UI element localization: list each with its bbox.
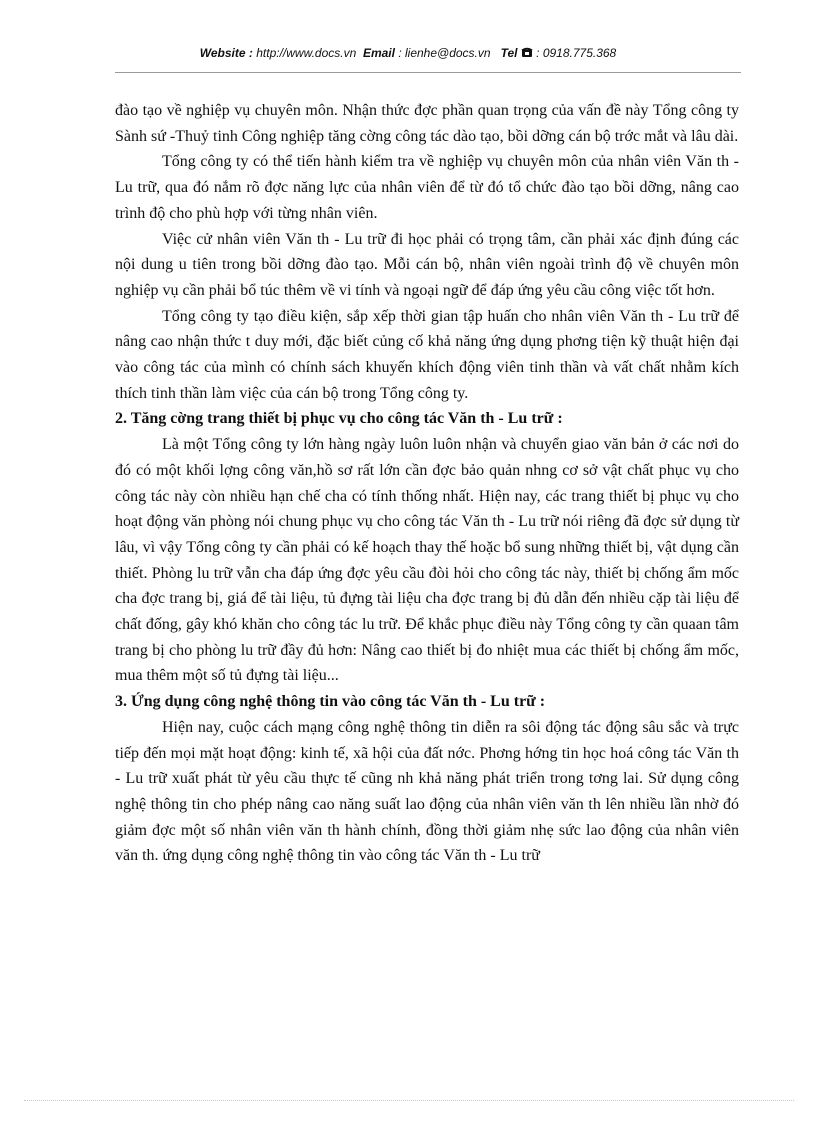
paragraph-6: Hiện nay, cuộc cách mạng công nghệ thông tin diễn ra sôi động tác động sâu sắc và trực tiếp đến mọi mặt hoạt động: kinh tế, xã hội của đất nớc. Phơng hớng tin học hoá công tác Văn th - Lu trữ xuất phát từ yêu cầu thực tế cũng nh khả năng phát triển trong tơng lai. Sử dụng công nghệ thông tin cho phép nâng cao năng suất lao động của nhân viên văn th lên nhiều lần nhờ đó giảm đợc một số nhân viên văn th hành chính, đồng thời giảm nhẹ sức lao động của nhân viên văn th. ứng dụng công nghệ thông tin vào công tác Văn th - Lu trữ — [115, 718, 739, 865]
email-value[interactable]: : lienhe@docs.vn — [398, 46, 491, 60]
paragraph-4: Tổng công ty tạo điều kiện, sắp xếp thời gian tập huấn cho nhân viên Văn th - Lu trữ để nâng cao nhận thức t duy mới, đặc biết củng cố khả năng ứng dụng phơng tiện kỹ thuật hiện đại vào công tác của mình có chính sách khuyến khích động viên tinh thần và vất chất nhằm kích thích tinh thần làm việc của cán bộ trong Tổng công ty. — [115, 307, 739, 402]
header-divider — [115, 72, 741, 73]
website-url[interactable]: http://www.docs.vn — [256, 46, 357, 60]
tel-label: Tel — [500, 46, 518, 60]
paragraph-5: Là một Tổng công ty lớn hàng ngày luôn luôn nhận và chuyển giao văn bản ở các nơi do đó có một khối lợng công văn,hồ sơ rất lớn cần đợc bảo quản nhng cơ sở vật chất phục vụ cho công tác này còn nhiều hạn chế cha có tính thống nhất. Hiện nay, các trang thiết bị phục vụ cho hoạt động văn phòng nói chung phục vụ cho công tác Văn th - Lu trữ nói riêng đã đợc sử dụng từ lâu, vì vậy Tổng công ty cần phải có kế hoạch thay thế hoặc bổ sung những thiết bị, vật dụng cần thiết. Phòng lu trữ vẫn cha đáp ứng đợc yêu cầu đòi hỏi cho công tác này, thiết bị chống ẩm mốc cha đợc trang bị, giá để tài liệu, tủ đựng tài liệu cha đợc trang bị đủ dẫn đến nhiều cặp tài liệu để chất đống, gây khó khăn cho công tác lu trữ. Để khắc phục điều này Tổng công ty cần quaan tâm trang bị cho phòng lu trữ đầy đủ hơn: Nâng cao thiết bị đo nhiệt mua các thiết bị chống ẩm mốc, mua thêm một số tủ đựng tài liệu... — [115, 436, 739, 685]
website-label: Website : — [199, 46, 253, 60]
email-label: Email — [362, 46, 395, 60]
footer-divider — [24, 1100, 794, 1101]
phone-icon — [521, 46, 533, 60]
page-header — [0, 46, 816, 60]
paragraph-1: đào tạo về nghiệp vụ chuyên môn. Nhận thức đợc phần quan trọng của vấn đề này Tổng công ty Sành sứ -Thuỷ tinh Công nghiệp tăng cờng công tác dào tạo, bồi dỡng cán bộ trớc mắt và lâu dài. — [115, 102, 739, 145]
phone-value: : 0918.775.368 — [536, 46, 617, 60]
paragraph-3: Việc cử nhân viên Văn th - Lu trữ đi học phải có trọng tâm, cần phải xác định đúng các nội dung u tiên trong bồi dỡng đào tạo. Mỗi cán bộ, nhân viên ngoài trình độ về chuyên môn nghiệp vụ cần phải bổ túc thêm về vi tính và ngoại ngữ để đáp ứng yêu cầu công việc tốt hơn. — [115, 230, 739, 299]
section-heading-3: 3. Ứng dụng công nghệ thông tin vào công tác Văn th - Lu trữ : — [115, 693, 546, 711]
section-heading-2: 2. Tăng cờng trang thiết bị phục vụ cho công tác Văn th - Lu trữ : — [115, 410, 563, 428]
paragraph-2: Tổng công ty có thể tiến hành kiểm tra về nghiệp vụ chuyên môn của nhân viên Văn th - Lu trữ, qua đó nắm rõ đợc năng lực của nhân viên để từ đó tổ chức đào tạo bồi dỡng, nâng cao trình độ cho phù hợp với từng nhân viên. — [115, 153, 739, 222]
document-body — [115, 98, 739, 869]
